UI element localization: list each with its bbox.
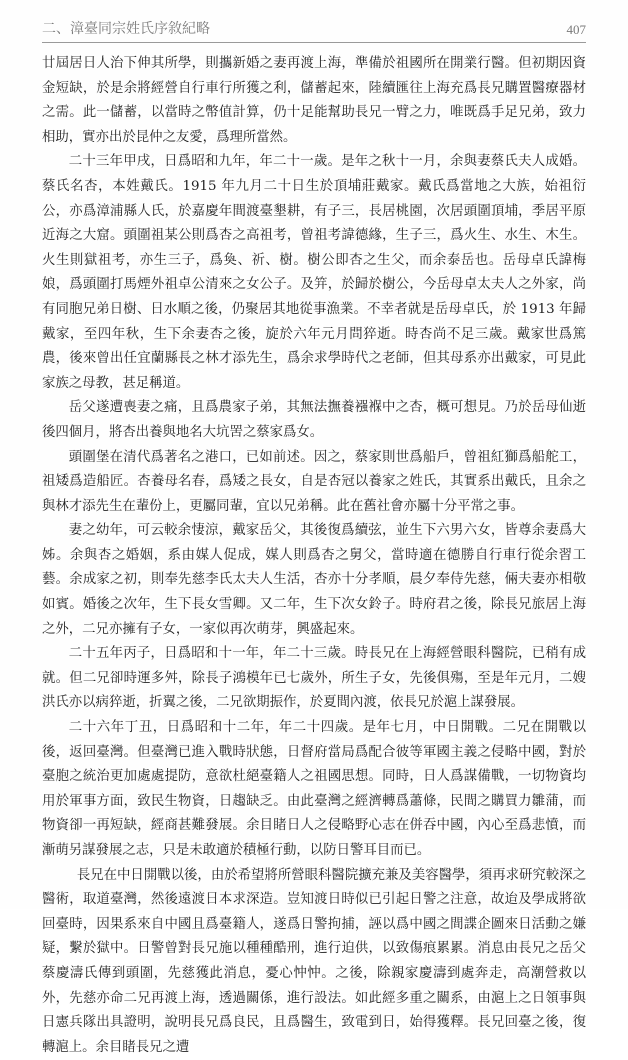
running-header — [42, 16, 586, 43]
paragraph: 廿屆居日人治下伸其所學，則攜新婚之妻再渡上海，準備於祖國所在開業行醫。但初期因資金短缺，於是余將經營自行車行所獲之利，儲蓄起來，陸續匯往上海充爲長兄購置醫療器材之需。此一儲蓄，以當時之幣值計算，仍十足能幫助長兄一臂之力，唯既爲手足兄弟，致力相助，實亦出於昆仲之友愛，爲理所當然。 — [42, 56, 586, 145]
chapter-title: 二、漳臺同宗姓氏序敘紀略 — [42, 21, 210, 37]
paragraph: 長兄在中日開戰以後，由於希望將所營眼科醫院擴充兼及美容醫學，須再求研究較深之醫術，取道臺灣，然後遠渡日本求深造。豈知渡日時似已引起日警之注意，故迨及學成將欲回臺時，因果系來自中國且爲臺籍人，遂爲日警拘捕，誣以爲中國之間諜企圖來日活動之嫌疑，繫於獄中。日警曾對長兄施以種種酷刑，進行迫供，以致傷痕累累。消息由長兄之岳父蔡慶濤氏傳到頭圍，先慈獲此消息，憂心忡忡。之後，除親家慶濤到處奔走，高潮營救以外，先慈亦命二兄再渡上海，透過關係，進行設法。如此經多重之關系，由滬上之日領事與日憲兵隊出具證明，說明長兄爲良民，且爲醫生，致電到日，始得獲釋。長兄回臺之後，復轉滬上。余目睹長兄之遭 — [42, 867, 586, 1055]
paragraph: 岳父遂遭喪妻之痛，且爲農家子弟，其無法撫養襁褓中之杏，概可想見。乃於岳母仙逝後四個月，將杏出養與地名大坑罟之蔡家爲女。 — [42, 400, 586, 440]
paragraph: 妻之幼年，可云較余悽涼，戴家岳父，其後復爲續弦，並生下六男六女，皆尊余妻爲大姊。余與杏之婚姻，系由媒人促成，媒人則爲杏之舅父，當時適在德勝自行車行從余習工藝。余成家之初，則奉先慈李氏太夫人生活，杏亦十分孝順，晨夕奉侍先慈，倆夫妻亦相敬如賓。婚後之次年，生下長女雪卿。又二年，生下次女鈴子。時府君之後，除長兄旅居上海之外，二兄亦擁有子女，一家似再次萌芽，興盛起來。 — [42, 523, 586, 637]
paragraph: 二十三年甲戌，日爲昭和九年，年二十一歲。是年之秋十一月，余與妻蔡氏夫人成婚。蔡氏名杏，本姓戴氏。1915 年九月二十日生於頂埔莊戴家。戴氏爲當地之大族，始祖衍公，亦爲漳浦縣人氏，於嘉慶年間渡臺墾耕，有子三，長居桃園，次居頭圍頂埔，季居平原近海之大窟。頭圍祖某公則爲杏之高祖考，曾祖考諱德緣，生子三，爲火生、水生、木生。火生則獄祖考，亦生三子，爲奐、祈、樹。樹公即杏之生父，而余泰岳也。岳母卓氏諱梅娘，爲頭圍打馬煙外祖卓公清來之女公子。及笄，於歸於樹公，今岳母卓太夫人之外家，尚有同胞兄弟日樹、日水順之後，仍聚居其地從事漁業。不幸者就是岳母卓氏，於 1913 年歸戴家，至四年秋，生下余妻杏之後，旋於六年元月問猝逝。時杏尚不足三歲。戴家世爲篤農，後來曾出任宜蘭縣長之林才添先生，爲余求學時代之老師，但其母系亦出戴家，可見此家族之母教，甚足稱道。 — [42, 154, 586, 391]
paragraph: 二十六年丁丑，日爲昭和十二年，年二十四歲。是年七月，中日開戰。二兄在開戰以後，返回臺灣。但臺灣已進入戰時狀態，日督府當局爲配合彼等軍國主義之侵略中國，對於臺胞之統治更加處處提防，意欲杜絕臺籍人之祖國思想。同時，日人爲謀備戰，一切物資均用於軍事方面，致民生物資，日趨缺乏。由此臺灣之經濟轉爲蕭條，民間之購買力雛蒲，而物資卻一再短缺，經商甚難發展。余目睹日人之侵略野心志在併吞中國，內心至爲悲憤，而漸萌另謀發展之志，只是未敢適於積極行動，以防日警耳目而已。 — [42, 720, 586, 858]
paragraph: 頭圍堡在清代爲著名之港口，已如前述。因之，蔡家則世爲船戶，曾祖紅獅爲船舵工，祖矮爲造船匠。杏養母名春，爲矮之長女，自是杏冠以養家之姓氏，其實系出戴氏，且余之與林才添先生在輩份上，更屬同輩，宜以兄弟稱。此在舊社會亦屬十分平常之事。 — [42, 449, 586, 514]
page-number: 407 — [566, 22, 586, 37]
paragraph: 二十五年丙子，日爲昭和十一年，年二十三歲。時長兄在上海經營眼科醫院，已稍有成就。但二兄卻時運多舛，除長子鴻模年已七歲外，所生子女，先後俱殤，至是年元月，二嫂洪氏亦以病猝逝，折翼之後，二兄欲期振作，於夏間內渡，依長兄於滬上謀發展。 — [42, 646, 586, 711]
